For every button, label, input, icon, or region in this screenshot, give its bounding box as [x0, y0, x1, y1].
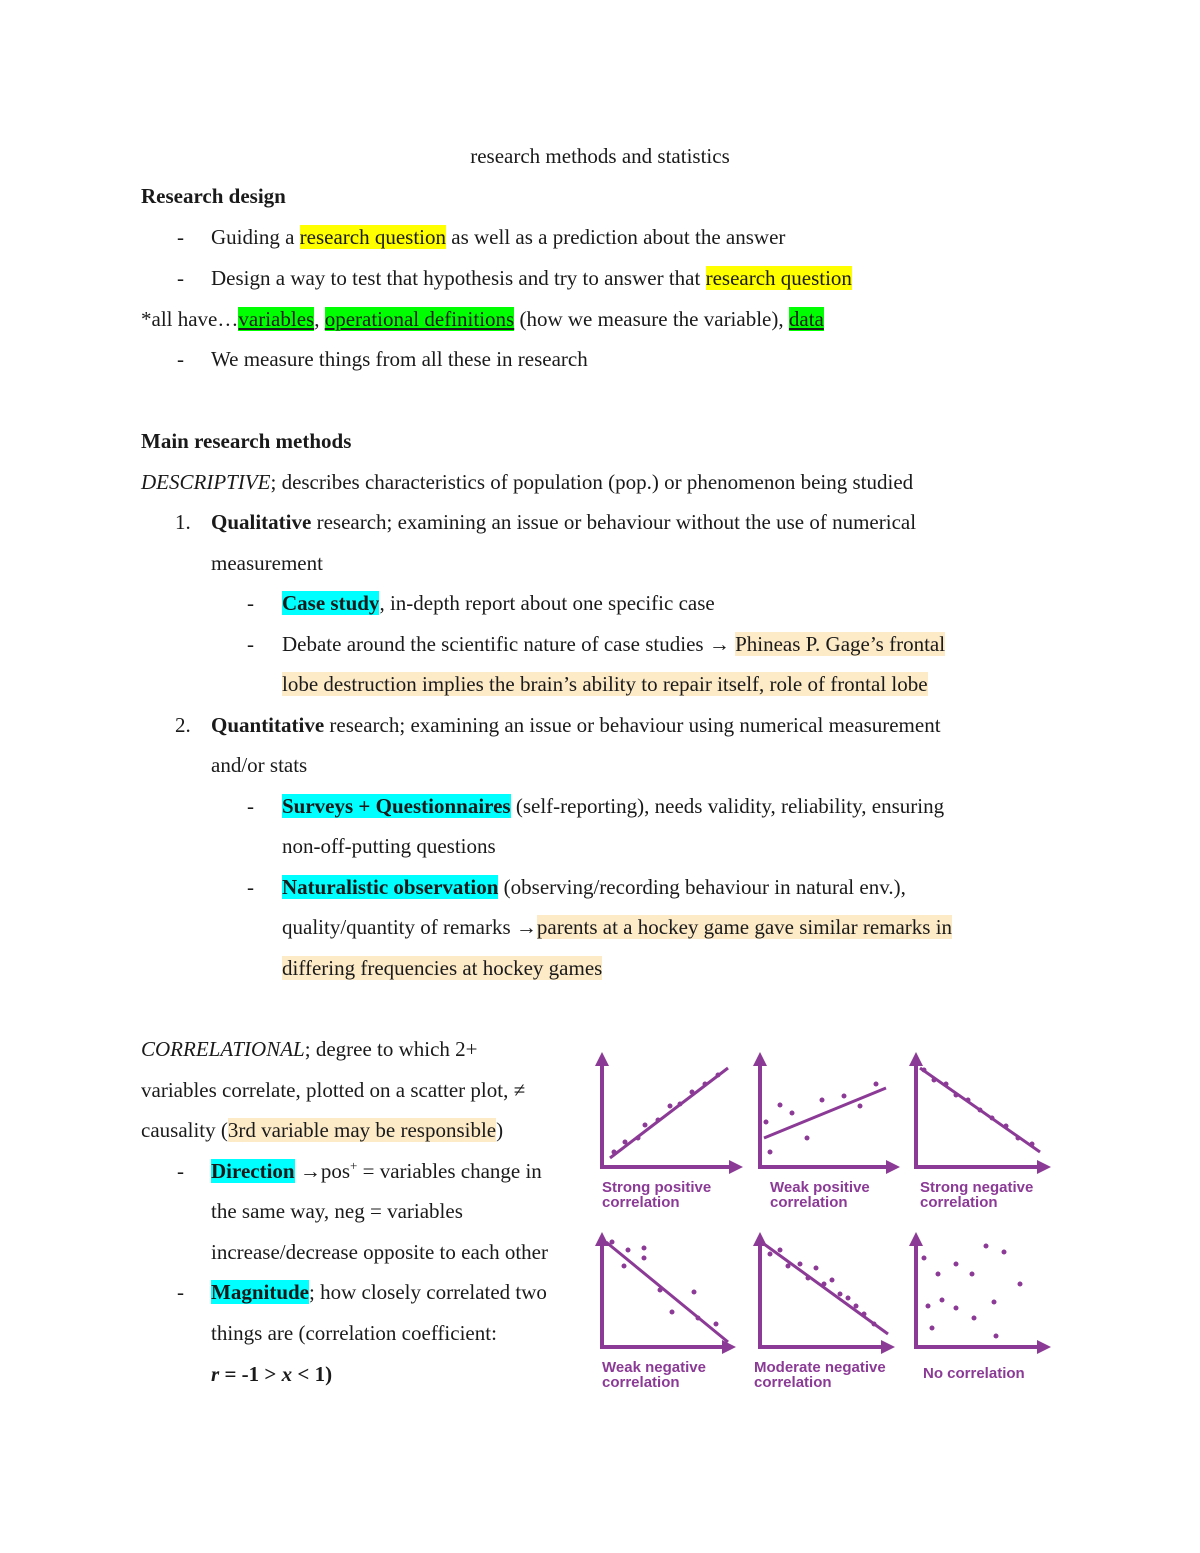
naturalistic-line-2 [282, 914, 952, 940]
highlight-third-variable: 3rd variable may be responsible [227, 1118, 497, 1142]
point [798, 1262, 803, 1267]
point [643, 1123, 648, 1128]
highlight-direction: Direction [211, 1159, 295, 1183]
highlight-operational-definitions: operational definitions [324, 307, 515, 331]
quantitative-term: Quantitative [211, 713, 325, 737]
plot-weak-negative [595, 1232, 736, 1390]
section-heading-research-design: Research design [141, 184, 286, 208]
point [692, 1290, 697, 1295]
arrowhead [722, 1340, 736, 1354]
text: (self-reporting), needs validity, reliability, ensuring [510, 794, 945, 818]
surveys-line [282, 793, 944, 819]
qualitative-term: Qualitative [211, 510, 312, 534]
bullet-dash: - [177, 266, 184, 290]
point [658, 1288, 663, 1293]
point [858, 1104, 863, 1109]
point [978, 1108, 983, 1113]
point [656, 1118, 661, 1123]
plot-label: correlation [770, 1194, 848, 1211]
point [714, 1322, 719, 1327]
direction-line-3: increase/decrease opposite to each other [211, 1240, 548, 1264]
surveys-line-2: non-off-putting questions [282, 834, 496, 858]
point [612, 1150, 617, 1155]
plot-label: correlation [754, 1374, 832, 1390]
plot-label: correlation [602, 1374, 680, 1390]
arrowhead [886, 1160, 900, 1174]
arrowhead [729, 1160, 743, 1174]
plot-label: Moderate negative [754, 1359, 886, 1376]
highlight-magnitude: Magnitude [211, 1280, 310, 1304]
text: causality ( [141, 1118, 228, 1142]
bullet-dash: - [177, 1159, 184, 1183]
point [703, 1082, 708, 1087]
point [610, 1240, 615, 1245]
descriptive-label: DESCRIPTIVE [141, 470, 271, 494]
plot-label: correlation [920, 1194, 998, 1211]
trend-line [610, 1068, 728, 1158]
magnitude-line [211, 1279, 547, 1305]
axes [916, 1240, 1043, 1347]
point [642, 1256, 647, 1261]
point [922, 1256, 927, 1261]
point [790, 1111, 795, 1116]
text: , [314, 307, 325, 331]
text: (observing/recording behaviour in natural env.), [498, 875, 906, 899]
highlight-example: Phineas P. Gage’s frontal [735, 632, 946, 656]
list-number: 1. [175, 510, 191, 534]
text: as well as a prediction about the answer [446, 225, 786, 249]
bullet-design [211, 265, 852, 291]
text: research; examining an issue or behaviour using numerical measurement [324, 713, 941, 737]
plot-strong-negative [909, 1052, 1051, 1211]
text: quality/quantity of remarks → [282, 915, 537, 939]
point [854, 1304, 859, 1309]
formula-r: r [211, 1362, 220, 1386]
bullet-dash: - [177, 347, 184, 371]
point [768, 1252, 773, 1257]
qualitative-line-2: measurement [211, 551, 323, 575]
point [786, 1264, 791, 1269]
highlight-example: lobe destruction implies the brain’s ability to repair itself, role of frontal lobe [282, 672, 928, 696]
trend-line [764, 1088, 886, 1138]
arrowhead [753, 1052, 767, 1066]
point [984, 1244, 989, 1249]
correlation-scatter-illustration [590, 1040, 1060, 1390]
point [1030, 1142, 1035, 1147]
point [696, 1316, 701, 1321]
point [623, 1140, 628, 1145]
text: ) [496, 1118, 504, 1142]
bullet-measure: We measure things from all these in research [211, 347, 588, 371]
bullet-dash: - [177, 1280, 184, 1304]
text: ; degree to which 2+ [304, 1037, 478, 1061]
point [862, 1312, 867, 1317]
highlight-surveys: Surveys + Questionnaires [282, 794, 511, 818]
list-number: 2. [175, 713, 191, 737]
plot-label: Strong negative [920, 1179, 1034, 1196]
point [805, 1136, 810, 1141]
point [668, 1104, 673, 1109]
point [926, 1304, 931, 1309]
point [806, 1276, 811, 1281]
point [842, 1094, 847, 1099]
point [778, 1248, 783, 1253]
highlight-case-study: Case study [282, 591, 380, 615]
point [940, 1298, 945, 1303]
text: ; how closely correlated two [309, 1280, 547, 1304]
arrowhead [1037, 1340, 1051, 1354]
point [944, 1082, 949, 1087]
arrowhead [1037, 1160, 1051, 1174]
point [642, 1246, 647, 1251]
magnitude-line-2: things are (correlation coefficient: [211, 1321, 497, 1345]
text: →pos [294, 1159, 351, 1183]
point [670, 1310, 675, 1315]
point [678, 1102, 683, 1107]
correlational-line [141, 1036, 478, 1062]
formula-line [211, 1361, 332, 1387]
highlight-example: differing frequencies at hockey games [282, 956, 603, 980]
arrowhead [881, 1340, 895, 1354]
point [994, 1334, 999, 1339]
plot-label: Weak positive [770, 1179, 870, 1196]
text: Design a way to test that hypothesis and try to answer that [211, 266, 706, 290]
trend-line [606, 1242, 728, 1342]
text: Guiding a [211, 225, 300, 249]
plot-label: Weak negative [602, 1359, 706, 1376]
naturalistic-line [282, 874, 906, 900]
axes [916, 1060, 1043, 1167]
point [936, 1272, 941, 1277]
direction-line [211, 1158, 542, 1184]
point [874, 1082, 879, 1087]
highlight-naturalistic-observation: Naturalistic observation [282, 875, 499, 899]
point [954, 1262, 959, 1267]
point [954, 1306, 959, 1311]
point [764, 1120, 769, 1125]
point [922, 1068, 927, 1073]
superscript-plus: + [350, 1158, 358, 1173]
point [1018, 1282, 1023, 1287]
point [622, 1264, 627, 1269]
plot-label: Strong positive [602, 1179, 712, 1196]
point [626, 1248, 631, 1253]
point [1016, 1136, 1021, 1141]
plot-moderate-negative [753, 1232, 895, 1390]
case-study-line [282, 590, 715, 616]
text: (how we measure the variable), [514, 307, 789, 331]
point [838, 1292, 843, 1297]
naturalistic-line-3 [282, 955, 602, 981]
highlight-variables: variables [238, 307, 315, 331]
page-title: research methods and statistics [470, 144, 730, 168]
trend-line [764, 1244, 888, 1334]
bullet-dash: - [247, 875, 254, 899]
highlight-example: parents at a hockey game gave similar remarks in [536, 915, 953, 939]
bullet-dash: - [247, 794, 254, 818]
point [690, 1090, 695, 1095]
bullet-guiding [211, 224, 785, 250]
point [930, 1326, 935, 1331]
point [1004, 1124, 1009, 1129]
arrowhead [909, 1052, 923, 1066]
descriptive-line [141, 469, 913, 495]
point [932, 1078, 937, 1083]
debate-line-2 [282, 671, 928, 697]
point [716, 1073, 721, 1078]
quantitative-line [211, 712, 941, 738]
highlight-data: data [788, 307, 824, 331]
point [636, 1136, 641, 1141]
formula-x: x [281, 1362, 293, 1386]
text: , in-depth report about one specific case [379, 591, 715, 615]
bullet-dash: - [247, 632, 254, 656]
point [778, 1103, 783, 1108]
point [992, 1300, 997, 1305]
text: ; describes characteristics of population (pop.) or phenomenon being studied [270, 470, 914, 494]
point [970, 1272, 975, 1277]
highlight-research-question: research question [299, 225, 447, 249]
plot-weak-positive [753, 1052, 900, 1211]
point [990, 1116, 995, 1121]
direction-line-2: the same way, neg = variables [211, 1199, 463, 1223]
debate-line [282, 631, 945, 657]
quantitative-line-2: and/or stats [211, 753, 308, 777]
correlational-line-2: variables correlate, plotted on a scatter plot, ≠ [141, 1078, 526, 1102]
point [872, 1322, 877, 1327]
point [822, 1282, 827, 1287]
point [966, 1098, 971, 1103]
text: = -1 > [219, 1362, 282, 1386]
correlational-line-3 [141, 1117, 503, 1143]
plot-label: No correlation [923, 1365, 1025, 1382]
correlational-label: CORRELATIONAL [141, 1037, 305, 1061]
bullet-dash: - [247, 591, 254, 615]
point [814, 1266, 819, 1271]
point [972, 1316, 977, 1321]
all-have-line [141, 306, 824, 332]
text: = variables change in [357, 1159, 542, 1183]
section-heading-main-methods: Main research methods [141, 429, 352, 453]
point [768, 1150, 773, 1155]
text: research; examining an issue or behaviour without the use of numerical [311, 510, 917, 534]
point [846, 1296, 851, 1301]
point [1002, 1250, 1007, 1255]
text: *all have… [141, 307, 239, 331]
bullet-dash: - [177, 225, 184, 249]
highlight-research-question: research question [705, 266, 852, 290]
plot-label: correlation [602, 1194, 680, 1211]
arrowhead [909, 1232, 923, 1246]
plot-strong-positive [595, 1052, 743, 1211]
point [820, 1098, 825, 1103]
plot-no-correlation [909, 1232, 1051, 1382]
point [830, 1278, 835, 1283]
text: < 1) [292, 1362, 333, 1386]
text: Debate around the scientific nature of case studies → [282, 632, 736, 656]
arrowhead [595, 1052, 609, 1066]
qualitative-line [211, 509, 916, 535]
point [954, 1093, 959, 1098]
